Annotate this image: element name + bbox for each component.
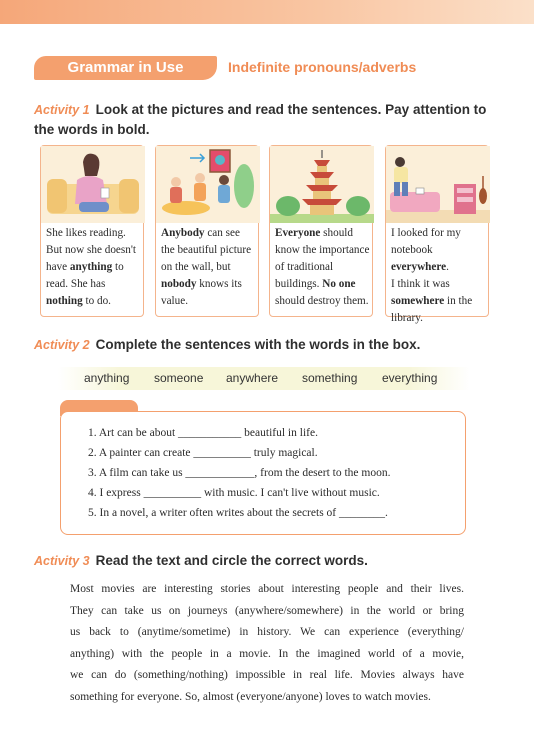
- section-label-tab: [34, 56, 217, 80]
- card-text-line: Everyone should: [275, 227, 354, 239]
- activity1-heading-line2: the words in bold.: [34, 122, 150, 137]
- bold-keyword: somewhere: [391, 295, 445, 307]
- activity3-heading: [34, 551, 368, 571]
- section-label: Grammar in Use: [67, 59, 184, 76]
- word-box-word: something: [302, 371, 358, 385]
- card-text-line: nobody knows its: [161, 278, 242, 290]
- top-decorative-band: [0, 0, 534, 24]
- bold-keyword: anything: [69, 261, 113, 273]
- card-text-line: Anybody can see: [161, 227, 240, 239]
- bold-keyword: everywhere: [391, 261, 447, 273]
- word-box: [58, 367, 470, 390]
- bold-keyword: Anybody: [161, 227, 205, 239]
- card-4-text: [391, 225, 486, 327]
- card-text-line: on the wall, but: [161, 261, 231, 273]
- card-text-line: have anything to: [46, 261, 124, 273]
- woman-on-sofa-illustration: [41, 146, 145, 223]
- card-text-line: the beautiful picture: [161, 244, 252, 256]
- word-box-word: someone: [154, 371, 204, 385]
- reading-line: us back to (anytime/sometime) in history. We can experience (everything/: [70, 626, 464, 638]
- bold-keyword: Everyone: [275, 227, 321, 239]
- card-text-line: of traditional: [275, 261, 334, 273]
- sentence-item: 2. A painter can create __________ truly magical.: [88, 447, 318, 459]
- activity2-heading: [34, 335, 420, 355]
- reading-passage: [70, 579, 464, 708]
- card-text-line: She likes reading.: [46, 227, 126, 239]
- sentences-box: [60, 411, 466, 535]
- bold-keyword: nothing: [46, 295, 83, 307]
- reading-line: Most movies are interesting stories about interesting people and their lives.: [70, 583, 464, 595]
- card-text-line: know the importance: [275, 244, 370, 256]
- card-text-line: nothing to do.: [46, 295, 111, 307]
- card-text-line: value.: [161, 295, 189, 307]
- boy-searching-room-illustration: [386, 146, 490, 223]
- activity2-instruction: Complete the sentences with the words in the box.: [95, 337, 421, 352]
- family-looking-at-painting-illustration: [156, 146, 260, 223]
- picture-card-3: [269, 145, 373, 317]
- picture-card-2: [155, 145, 259, 317]
- word-box-word: anywhere: [226, 371, 279, 385]
- picture-card-4: [385, 145, 489, 324]
- activity1-tag: Activity 1: [34, 103, 90, 117]
- pagoda-building-illustration: [270, 146, 374, 223]
- card-text-line: read. She has: [46, 278, 106, 290]
- reading-line: we can do (something/nothing) impossible in real life. Movies always have: [70, 669, 464, 681]
- word-box-word: everything: [382, 371, 438, 385]
- card-3-text: [275, 225, 370, 310]
- card-text-line: should destroy them.: [275, 295, 369, 307]
- bold-keyword: No one: [322, 278, 356, 290]
- card-text-line: library.: [391, 312, 423, 324]
- bold-keyword: nobody: [161, 278, 197, 290]
- activity2-tag: Activity 2: [34, 338, 90, 352]
- card-text-line: I looked for my: [391, 227, 461, 239]
- reading-line: anything) with the people in a movie. In the imagined world of a movie,: [70, 647, 464, 660]
- reading-line: something for everyone. So, almost (everyone/anyone) loves to watch movies.: [70, 690, 431, 703]
- sentence-item: 4. I express __________ with music. I can't live without music.: [88, 487, 380, 499]
- picture-card-1: [40, 145, 144, 317]
- sentence-item: 5. In a novel, a writer often writes about the secrets of ________.: [88, 507, 388, 519]
- card-text-line: notebook everywhere.: [391, 244, 449, 273]
- card-text-line: somewhere in the: [391, 295, 473, 307]
- sentence-item: 3. A film can take us ____________, from the desert to the moon.: [88, 467, 391, 479]
- reading-line: They can take us on journeys (anywhere/somewhere) in the world or bring: [70, 604, 464, 617]
- activity3-instruction: Read the text and circle the correct words.: [95, 553, 368, 568]
- activity1-heading: [34, 100, 486, 120]
- card-text-line: I think it was: [391, 278, 450, 290]
- section-topic: Indefinite pronouns/adverbs: [228, 59, 417, 75]
- card-text-line: But now she doesn't: [46, 244, 136, 256]
- activity1-instruction-line1: Look at the pictures and read the sentences. Pay attention to: [95, 102, 487, 117]
- sentence-item: 1. Art can be about ___________ beautiful in life.: [88, 427, 318, 439]
- activity3-tag: Activity 3: [34, 554, 90, 568]
- card-2-text: [161, 225, 256, 310]
- word-box-word: anything: [84, 371, 130, 385]
- card-text-line: buildings. No one: [275, 278, 356, 290]
- card-1-text: [46, 225, 141, 310]
